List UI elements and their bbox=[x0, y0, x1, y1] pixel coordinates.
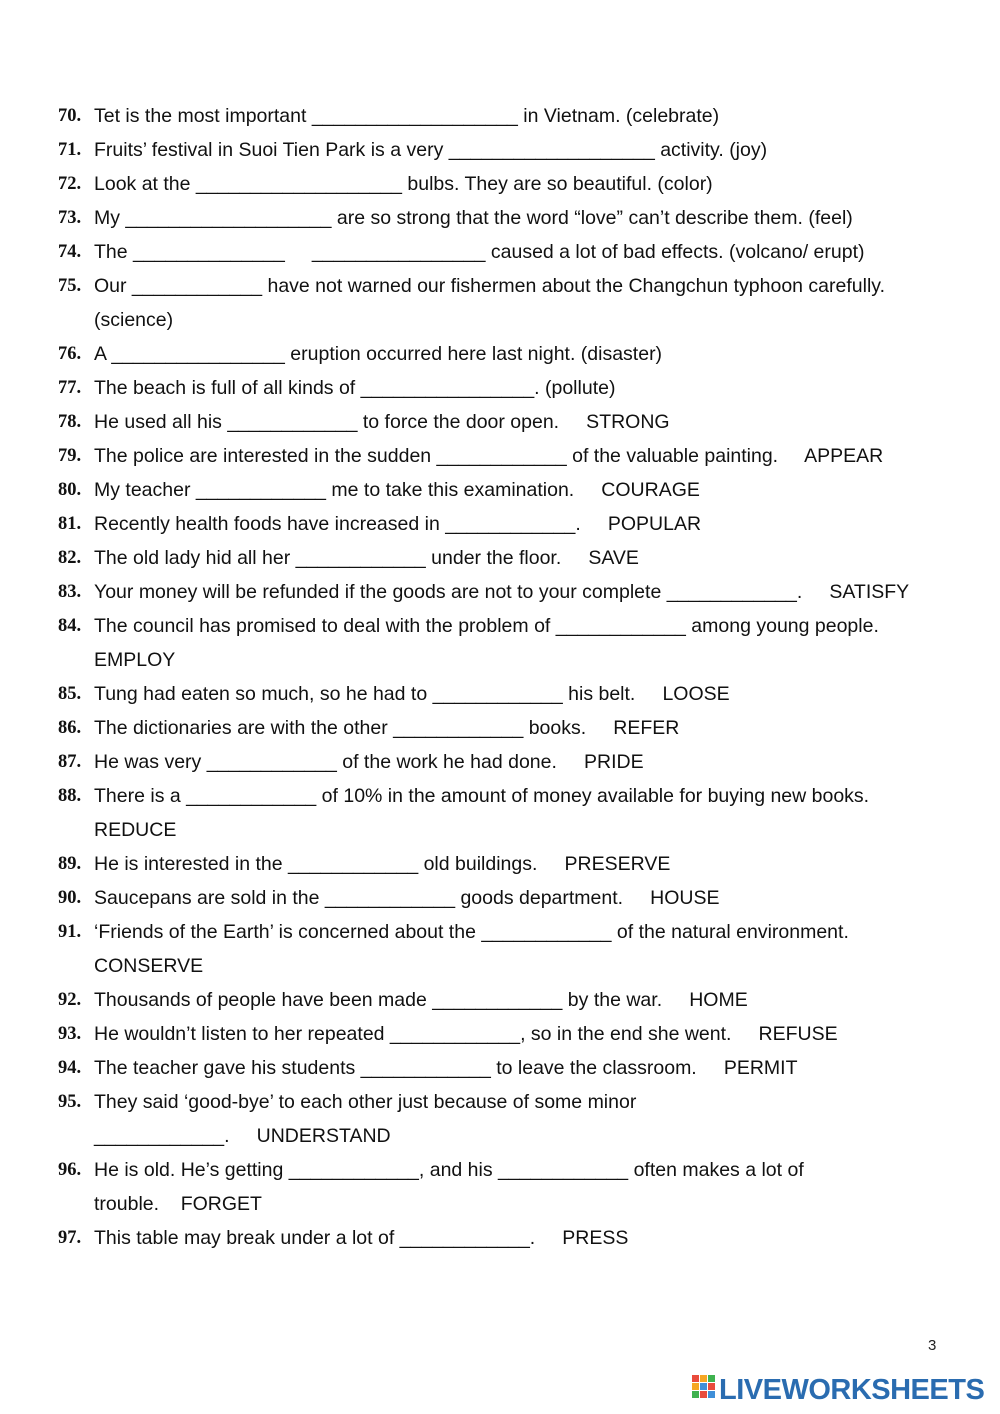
question-number: 76. bbox=[58, 344, 82, 364]
page-number: 3 bbox=[928, 1337, 937, 1354]
question-text: My teacher ____________ me to take this examination. COURAGE bbox=[94, 479, 700, 501]
question-text: This table may break under a lot of ____________. PRESS bbox=[94, 1227, 629, 1249]
question-continuation: (science) bbox=[94, 309, 174, 331]
question-86 bbox=[58, 711, 958, 745]
question-87 bbox=[58, 745, 958, 779]
question-96 bbox=[58, 1153, 958, 1187]
question-number: 97. bbox=[58, 1228, 82, 1248]
question-81 bbox=[58, 507, 958, 541]
question-text: He is interested in the ____________ old buildings. PRESERVE bbox=[94, 853, 671, 875]
question-text: They said ‘good-bye’ to each other just because of some minor bbox=[94, 1091, 637, 1113]
question-continuation: REDUCE bbox=[94, 819, 177, 841]
question-number: 77. bbox=[58, 378, 82, 398]
question-text: ‘Friends of the Earth’ is concerned about the ____________ of the natural environment. bbox=[94, 921, 849, 943]
liveworksheets-logo-text: LIVEWORKSHEETS bbox=[719, 1374, 985, 1406]
question-continuation: trouble. FORGET bbox=[94, 1193, 262, 1215]
question-text: Thousands of people have been made ____________ by the war. HOME bbox=[94, 989, 748, 1011]
question-91 bbox=[58, 915, 958, 949]
question-78 bbox=[58, 405, 958, 439]
question-number: 92. bbox=[58, 990, 82, 1010]
question-number: 94. bbox=[58, 1058, 82, 1078]
question-79 bbox=[58, 439, 958, 473]
question-number: 93. bbox=[58, 1024, 82, 1044]
question-92 bbox=[58, 983, 958, 1017]
question-number: 91. bbox=[58, 922, 82, 942]
question-text: There is a ____________ of 10% in the amount of money available for buying new books. bbox=[94, 785, 870, 807]
question-text: Fruits’ festival in Suoi Tien Park is a very ___________________ activity. (joy) bbox=[94, 139, 768, 161]
question-95 bbox=[58, 1085, 958, 1119]
question-text: The ______________ ________________ caused a lot of bad effects. (volcano/ erupt) bbox=[94, 241, 865, 263]
question-number: 90. bbox=[58, 888, 82, 908]
question-text: The police are interested in the sudden ____________ of the valuable painting. APPEAR bbox=[94, 445, 884, 467]
question-71 bbox=[58, 133, 958, 167]
question-number: 95. bbox=[58, 1092, 82, 1112]
question-number: 79. bbox=[58, 446, 82, 466]
question-90 bbox=[58, 881, 958, 915]
question-text: Saucepans are sold in the ____________ goods department. HOUSE bbox=[94, 887, 720, 909]
question-text: The council has promised to deal with the problem of ____________ among young people. bbox=[94, 615, 879, 637]
question-text: The beach is full of all kinds of ________________. (pollute) bbox=[94, 377, 616, 399]
question-88 bbox=[58, 779, 958, 813]
question-text: Our ____________ have not warned our fishermen about the Changchun typhoon carefully. bbox=[94, 275, 886, 297]
question-text: Your money will be refunded if the goods are not to your complete ____________. SATISFY bbox=[94, 581, 910, 603]
question-text: A ________________ eruption occurred here last night. (disaster) bbox=[94, 343, 663, 365]
question-continuation: ____________. UNDERSTAND bbox=[94, 1125, 391, 1147]
question-text: The old lady hid all her ____________ under the floor. SAVE bbox=[94, 547, 639, 569]
question-70 bbox=[58, 99, 958, 133]
question-number: 83. bbox=[58, 582, 82, 602]
question-text: Tung had eaten so much, so he had to ____________ his belt. LOOSE bbox=[94, 683, 730, 705]
question-83 bbox=[58, 575, 958, 609]
question-text: The teacher gave his students ____________ to leave the classroom. PERMIT bbox=[94, 1057, 798, 1079]
question-number: 75. bbox=[58, 276, 82, 296]
question-number: 87. bbox=[58, 752, 82, 772]
question-text: The dictionaries are with the other ____________ books. REFER bbox=[94, 717, 680, 739]
question-72 bbox=[58, 167, 958, 201]
question-97 bbox=[58, 1221, 958, 1255]
question-continuation: EMPLOY bbox=[94, 649, 176, 671]
question-text: He was very ____________ of the work he had done. PRIDE bbox=[94, 751, 644, 773]
question-number: 70. bbox=[58, 106, 82, 126]
question-75 bbox=[58, 269, 958, 303]
question-93 bbox=[58, 1017, 958, 1051]
question-number: 71. bbox=[58, 140, 82, 160]
question-text: He wouldn’t listen to her repeated ____________, so in the end she went. REFUSE bbox=[94, 1023, 838, 1045]
question-number: 86. bbox=[58, 718, 82, 738]
question-number: 81. bbox=[58, 514, 82, 534]
question-text: Recently health foods have increased in ____________. POPULAR bbox=[94, 513, 702, 535]
question-text: My ___________________ are so strong that the word “love” can’t describe them. (feel) bbox=[94, 207, 853, 229]
question-number: 80. bbox=[58, 480, 82, 500]
question-number: 78. bbox=[58, 412, 82, 432]
liveworksheets-logo-icon bbox=[692, 1375, 716, 1405]
question-80 bbox=[58, 473, 958, 507]
question-73 bbox=[58, 201, 958, 235]
question-number: 82. bbox=[58, 548, 82, 568]
question-number: 74. bbox=[58, 242, 82, 262]
question-number: 89. bbox=[58, 854, 82, 874]
question-74 bbox=[58, 235, 958, 269]
question-continuation: CONSERVE bbox=[94, 955, 204, 977]
question-number: 73. bbox=[58, 208, 82, 228]
question-76 bbox=[58, 337, 958, 371]
question-number: 72. bbox=[58, 174, 82, 194]
question-text: He used all his ____________ to force the door open. STRONG bbox=[94, 411, 670, 433]
question-number: 88. bbox=[58, 786, 82, 806]
question-number: 96. bbox=[58, 1160, 82, 1180]
question-text: He is old. He’s getting ____________, and his ____________ often makes a lot of bbox=[94, 1159, 804, 1181]
question-number: 85. bbox=[58, 684, 82, 704]
question-89 bbox=[58, 847, 958, 881]
question-85 bbox=[58, 677, 958, 711]
question-text: Tet is the most important ___________________ in Vietnam. (celebrate) bbox=[94, 105, 720, 127]
question-84 bbox=[58, 609, 958, 643]
question-text: Look at the ___________________ bulbs. They are so beautiful. (color) bbox=[94, 173, 713, 195]
question-94 bbox=[58, 1051, 958, 1085]
question-number: 84. bbox=[58, 616, 82, 636]
question-82 bbox=[58, 541, 958, 575]
question-77 bbox=[58, 371, 958, 405]
